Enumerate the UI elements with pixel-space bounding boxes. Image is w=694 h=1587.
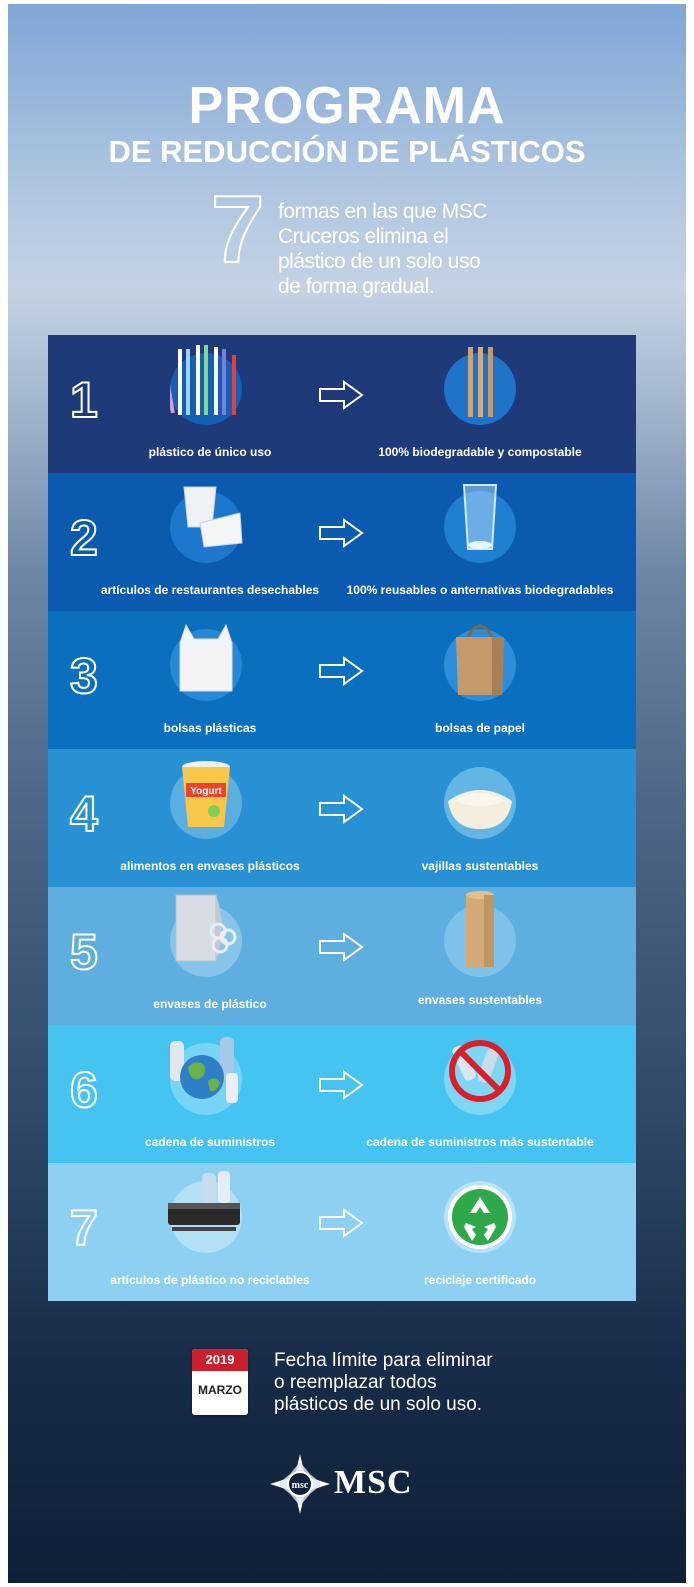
plastic-bag-icon xyxy=(170,629,242,701)
msc-compass-icon xyxy=(270,1454,330,1514)
arrow-right-icon xyxy=(318,380,364,410)
big-seven-number: 7 xyxy=(211,176,265,283)
plastic-wrap-icon xyxy=(170,905,242,977)
deadline-text: Fecha límite para eliminar o reemplazar todos plásticos de un solo uso. xyxy=(274,1350,493,1415)
from-label: cadena de suministros xyxy=(144,1135,276,1149)
arrow-right-icon xyxy=(318,518,364,548)
arrow-right-icon xyxy=(318,1070,364,1100)
to-label: vajillas sustentables xyxy=(421,859,539,873)
logo-text: MSC xyxy=(334,1464,413,1501)
logo-emblem-text: msc xyxy=(291,1480,309,1491)
paper-bag-icon xyxy=(444,629,516,701)
step-row-5 xyxy=(48,887,636,1025)
from-label: bolsas plásticas xyxy=(163,721,257,735)
paper-straws-icon xyxy=(444,353,516,425)
to-label: reciclaje certificado xyxy=(423,1273,537,1287)
svg-text:Yogurt: Yogurt xyxy=(190,786,222,797)
arrow-right-icon xyxy=(318,794,364,824)
step-row-4 xyxy=(48,749,636,887)
step-number: 7 xyxy=(70,1200,98,1256)
to-label: cadena de suministros más sustentable xyxy=(366,1135,594,1149)
colored-straws-icon xyxy=(170,353,242,425)
arrow-right-icon xyxy=(318,1208,364,1238)
yogurt-cup-icon xyxy=(170,767,242,839)
recycle-icon xyxy=(444,1181,516,1253)
to-label: bolsas de papel xyxy=(434,721,526,735)
from-label: alimentos en envases plásticos xyxy=(120,859,300,873)
step-number: 2 xyxy=(70,510,98,566)
step-row-2 xyxy=(48,473,636,611)
from-label: artículos de plástico no reciclables xyxy=(110,1273,310,1287)
no-plastic-icon xyxy=(444,1043,516,1115)
to-label: 100% biodegradable y compostable xyxy=(378,445,582,459)
calendar-icon xyxy=(192,1349,248,1415)
glass-icon xyxy=(444,491,516,563)
step-row-7 xyxy=(48,1163,636,1301)
from-label: artículos de restaurantes desechables xyxy=(100,583,320,597)
calendar-month: MARZO xyxy=(198,1383,242,1397)
arrow-right-icon xyxy=(318,932,364,962)
steps-list xyxy=(48,335,636,1301)
bowl-icon xyxy=(444,767,516,839)
step-number: 6 xyxy=(70,1062,98,1118)
page-subtitle: DE REDUCCIÓN DE PLÁSTICOS xyxy=(108,134,586,169)
arrow-right-icon xyxy=(318,656,364,686)
step-number: 3 xyxy=(70,648,98,704)
intro-text: formas en las que MSC Cruceros elimina el plástico de un solo uso de forma gradual. xyxy=(278,200,487,298)
to-label: 100% reusables o anternativas biodegradables xyxy=(346,583,614,597)
infographic-poster xyxy=(8,4,686,1583)
plastic-cups-icon xyxy=(170,491,242,563)
step-row-3 xyxy=(48,611,636,749)
step-number: 4 xyxy=(70,786,98,842)
page-title: PROGRAMA xyxy=(188,77,506,135)
from-label: envases de plástico xyxy=(153,997,267,1011)
msc-logo xyxy=(270,1452,430,1516)
cardboard-tube-icon xyxy=(444,905,516,977)
toner-cartridge-icon xyxy=(170,1181,242,1253)
step-number: 5 xyxy=(70,924,98,980)
to-label: envases sustentables xyxy=(417,993,543,1007)
step-number: 1 xyxy=(70,372,98,428)
step-row-1 xyxy=(48,335,636,473)
calendar-year: 2019 xyxy=(192,1349,248,1371)
globe-bottles-icon xyxy=(170,1043,242,1115)
from-label: plástico de único uso xyxy=(148,445,272,459)
step-row-6 xyxy=(48,1025,636,1163)
